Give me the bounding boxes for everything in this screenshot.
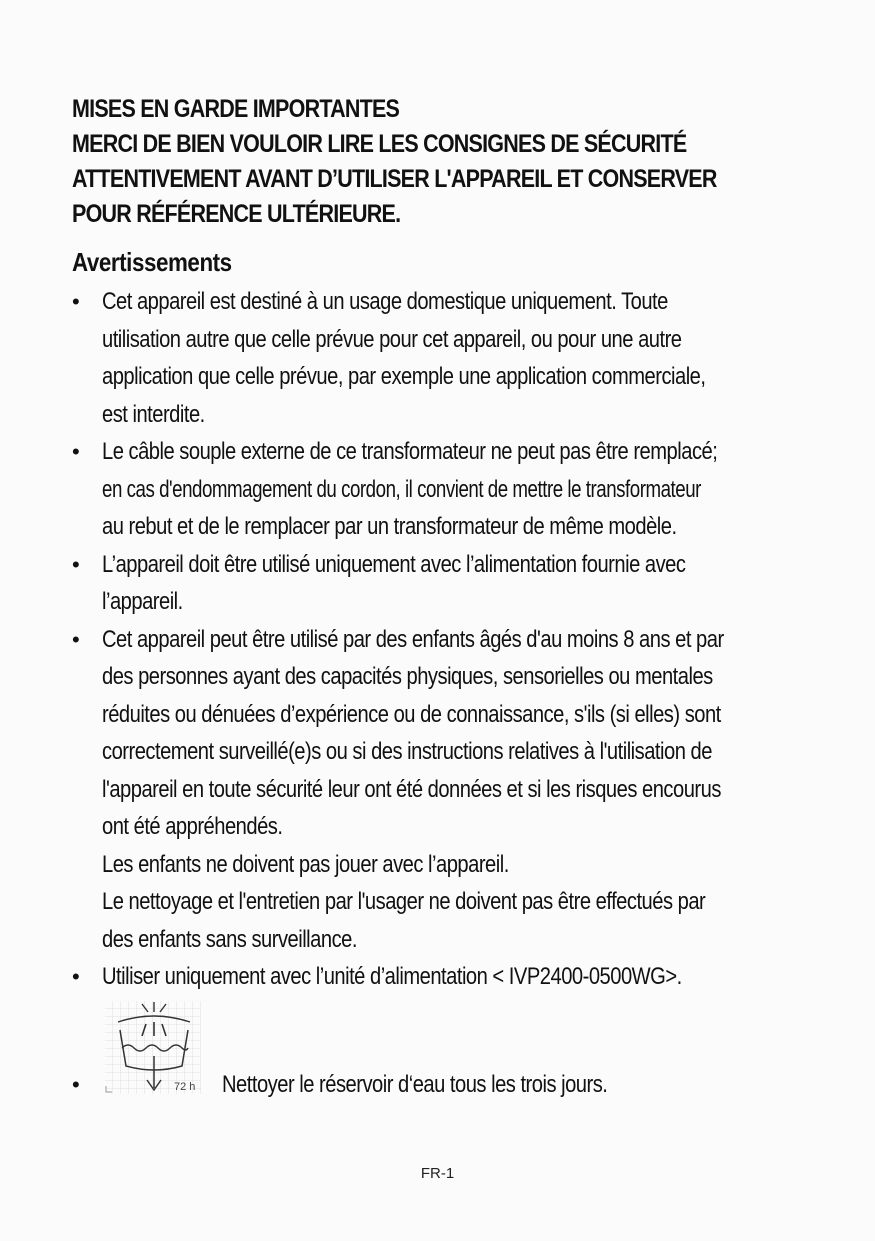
text-line: des enfants sans surveillance. — [102, 925, 357, 953]
section-title: Avertissements — [72, 247, 232, 277]
heading-line: MERCI DE BIEN VOULOIR LIRE LES CONSIGNES DE SÉCURITÉ — [72, 130, 687, 158]
bullet: • — [72, 289, 80, 314]
text-line: application que celle prévue, par exemple une application commerciale, — [102, 363, 706, 390]
icon-duration-label: 72 h — [174, 1080, 196, 1093]
heading-line: ATTENTIVEMENT AVANT D’UTILISER L'APPAREIL ET CONSERVER — [72, 165, 717, 193]
list-item — [72, 546, 862, 621]
warnings-list — [72, 283, 862, 1105]
bullet: • — [72, 626, 80, 652]
text-line: l'appareil en toute sécurité leur ont été données et si les risques encourus — [102, 775, 721, 803]
water-tank-cleaning-icon — [104, 1000, 202, 1095]
text-line: Utiliser uniquement avec l’unité d’alimentation < IVP2400-0500WG>. — [102, 963, 682, 990]
tank-cleaning-instruction: Nettoyer le réservoir d‘eau tous les trois jours. — [222, 1070, 608, 1098]
page-number: FR-1 — [420, 1165, 455, 1182]
list-item — [72, 433, 862, 546]
list-item-with-icon — [72, 1000, 862, 1105]
text-line: Le câble souple externe de ce transformateur ne peut pas être remplacé; — [102, 438, 718, 465]
list-item — [72, 621, 862, 959]
text-line: utilisation autre que celle prévue pour cet appareil, ou pour une autre — [102, 325, 682, 353]
list-item — [72, 958, 862, 996]
text-line: Cet appareil peut être utilisé par des enfants âgés d'au moins 8 ans et par — [102, 625, 724, 653]
heading-line: MISES EN GARDE IMPORTANTES — [72, 95, 400, 123]
text-line: l’appareil. — [102, 588, 183, 615]
text-line: Cet appareil est destiné à un usage domestique uniquement. Toute — [102, 288, 668, 315]
text-line: correctement surveillé(e)s ou si des instructions relatives à l'utilisation de — [102, 738, 712, 765]
text-line: réduites ou dénuées d’expérience ou de connaissance, s'ils (si elles) sont — [102, 700, 721, 728]
text-line: est interdite. — [102, 400, 205, 428]
bullet: • — [72, 439, 80, 464]
bullet: • — [72, 1071, 80, 1097]
text-line: ont été appréhendés. — [102, 813, 283, 840]
bullet: • — [72, 551, 80, 577]
bullet: • — [72, 964, 80, 989]
text-line: L’appareil doit être utilisé uniquement avec l’alimentation fournie avec — [102, 550, 686, 578]
text-line: Le nettoyage et l'entretien par l'usager ne doivent pas être effectués par — [102, 888, 706, 915]
important-warnings-heading — [72, 92, 726, 232]
text-line: des personnes ayant des capacités physiques, sensorielles ou mentales — [102, 663, 713, 690]
text-line: Les enfants ne doivent pas jouer avec l’appareil. — [102, 850, 509, 878]
list-item — [72, 283, 862, 433]
text-line: au rebut et de le remplacer par un transformateur de même modèle. — [102, 513, 677, 540]
text-line: en cas d'endommagement du cordon, il convient de mettre le transformateur — [102, 475, 701, 503]
heading-line: POUR RÉFÉRENCE ULTÉRIEURE. — [72, 200, 401, 228]
